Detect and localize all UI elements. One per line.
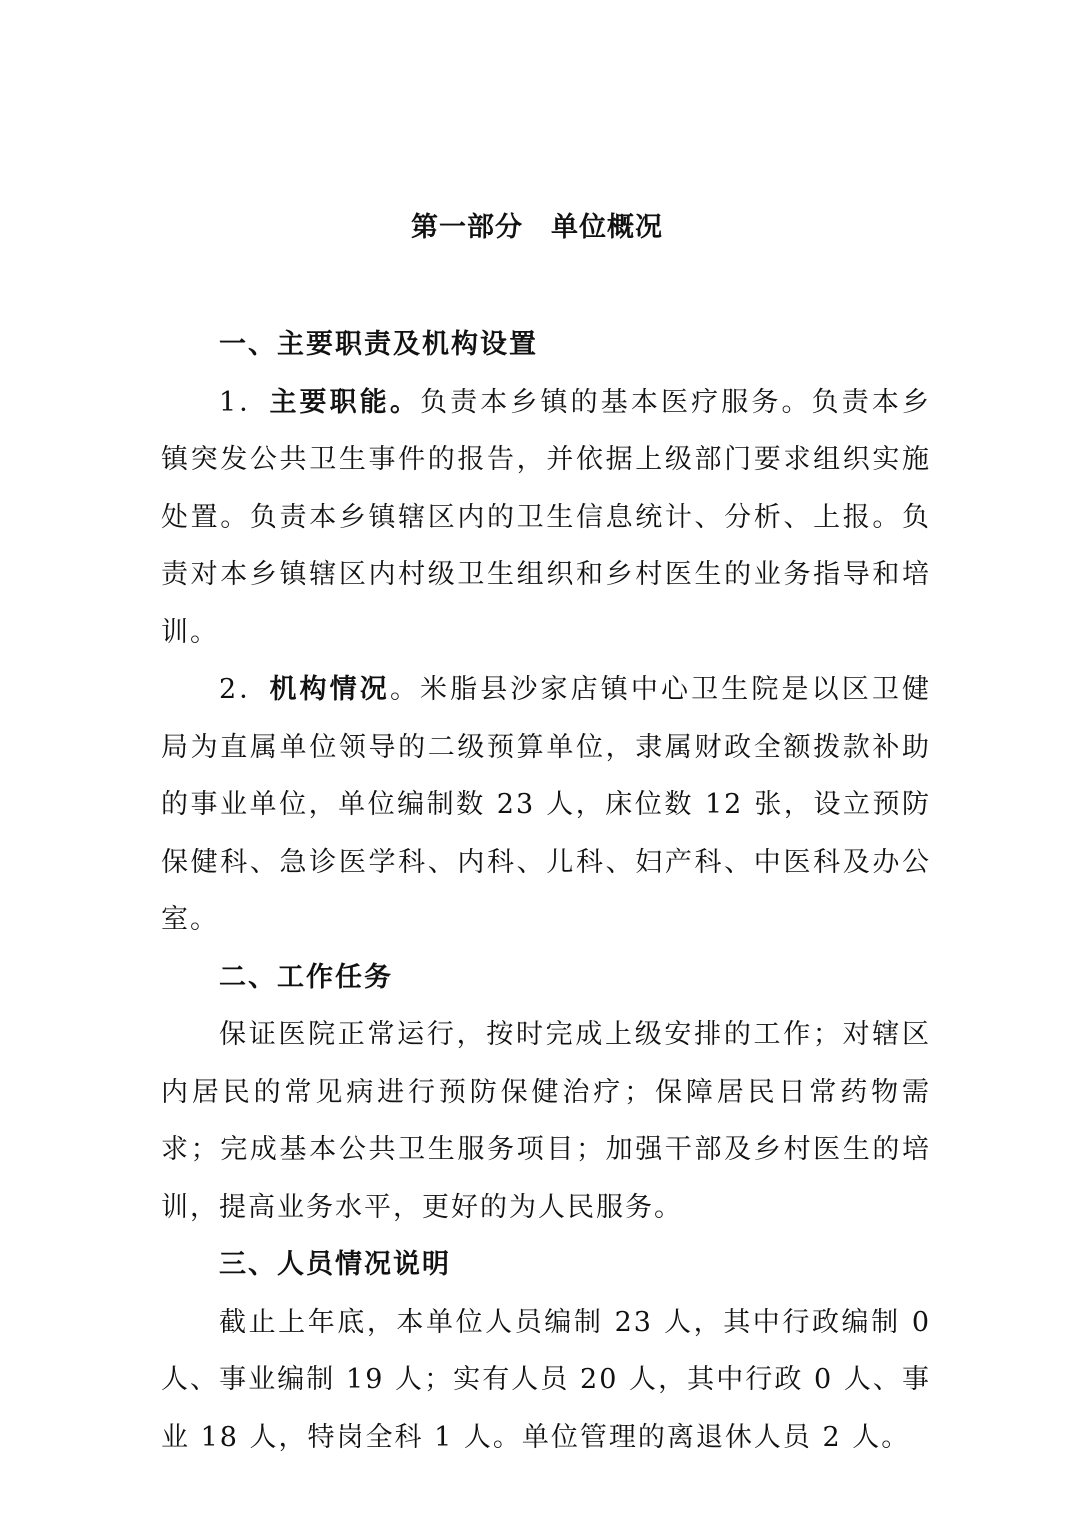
- page-title: 第一部分 单位概况: [411, 212, 663, 243]
- paragraph-lead: 机构情况: [269, 674, 390, 705]
- paragraph-staff: 截止上年底，本单位人员编制 23 人，其中行政编制 0 人、事业编制 19 人；实有人员 20 人，其中行政 0 人、事业 18 人，特岗全科 1 人。单位管理的离退休人员 2 人。: [161, 1306, 931, 1453]
- section-heading-duties: 一、主要职责及机构设置: [219, 329, 538, 360]
- paragraph-lead: 主要职能。: [269, 386, 421, 418]
- section-heading-staff: 三、人员情况说明: [219, 1249, 451, 1280]
- document-body: [161, 316, 931, 1466]
- paragraph-number: 1．: [219, 386, 270, 418]
- section-heading-tasks: 二、工作任务: [219, 961, 393, 993]
- paragraph-tasks: 保证医院正常运行，按时完成上级安排的工作；对辖区内居民的常见病进行预防保健治疗；保障居民日常药物需求；完成基本公共卫生服务项目；加强干部及乡村医生的培训，提高业务水平，更好的为人民服务。: [161, 1019, 931, 1223]
- paragraph-number: 2．: [219, 674, 270, 705]
- paragraph-organization: [161, 661, 931, 949]
- paragraph-main-functions: [161, 374, 931, 662]
- paragraph-text: 。米脂县沙家店镇中心卫生院是以区卫健局为直属单位领导的二级预算单位，隶属财政全额拨款补助的事业单位，单位编制数 23 人，床位数 12 张，设立预防保健科、急诊医学科、内科、儿科、妇产科、中医科及办公室。: [161, 674, 932, 935]
- paragraph-text: 负责本乡镇的基本医疗服务。负责本乡镇突发公共卫生事件的报告，并依据上级部门要求组织实施处置。负责本乡镇辖区内的卫生信息统计、分析、上报。负责对本乡镇辖区内村级卫生组织和乡村医生的业务指导和培训。: [161, 386, 932, 648]
